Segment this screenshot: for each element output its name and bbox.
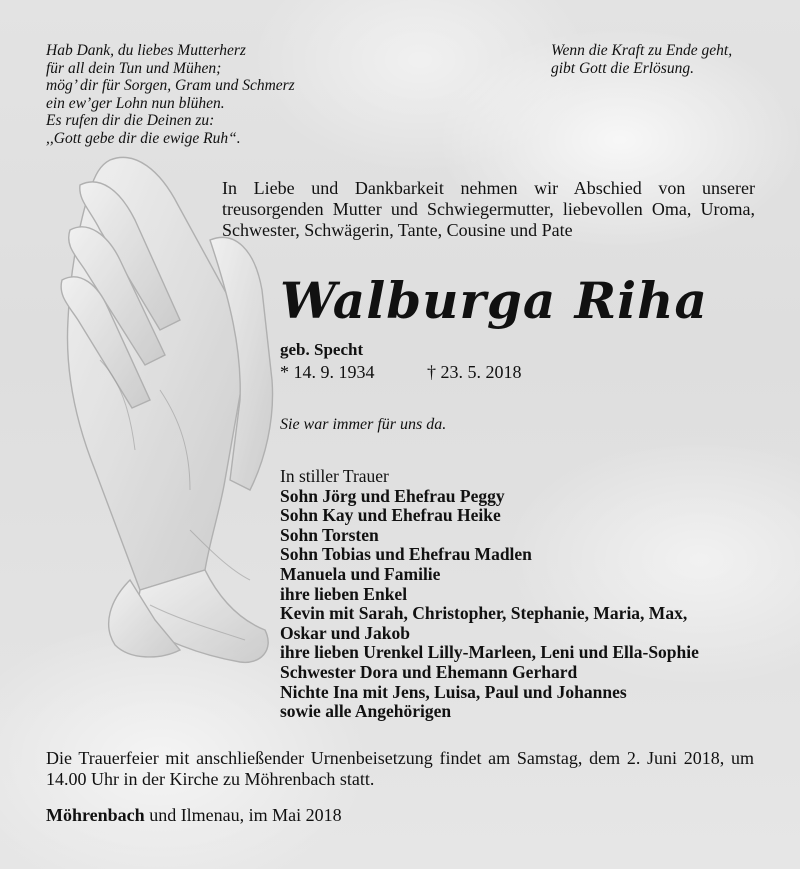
mourner-line: Nichte Ina mit Jens, Luisa, Paul und Johannes [280,681,627,702]
poem-line: mög’ dir für Sorgen, Gram und Schmerz [46,77,295,95]
birth-date: * 14. 9. 1934 [280,362,375,382]
mourner-line: Sohn Torsten [280,524,379,545]
birth-name: geb. Specht [280,340,364,359]
mourner-line: ihre lieben Enkel [280,583,408,604]
poem-line: ,,Gott gebe dir die ewige Ruh“. [46,129,241,147]
death-date: † 23. 5. 2018 [427,362,522,382]
mourner-line: sowie alle Angehörigen [280,701,452,722]
poem-line: Es rufen dir die Deinen zu: [46,112,215,130]
motto: Sie war immer für uns da. [280,416,447,433]
poem-line: gibt Gott die Erlösung. [551,59,694,77]
mourner-line: Sohn Jörg und Ehefrau Peggy [280,485,505,506]
place-bold: Möhrenbach [46,805,145,825]
poem-left [46,42,366,148]
mourner-line: Sohn Tobias und Ehefrau Madlen [280,544,532,565]
place-date-line [46,805,342,826]
mourners-list [280,467,699,722]
poem-line: für all dein Tun und Mühen; [46,59,222,77]
poem-line: Hab Dank, du liebes Mutterherz [46,42,246,59]
mourner-line: Manuela und Familie [280,563,441,584]
intro-paragraph: In Liebe und Dankbarkeit nehmen wir Abschied von unserer treusorgenden Mutter und Schwiegermutter, liebevollen Oma, Uroma, Schwester, Schwägerin, Tante, Cousine und Pate [222,178,755,240]
poem-right [551,42,781,77]
mourner-line: Kevin mit Sarah, Christopher, Stephanie, Maria, Max, [280,603,688,624]
mourner-line: ihre lieben Urenkel Lilly-Marleen, Leni und Ella-Sophie [280,642,699,663]
deceased-name: Walburga Riha [280,271,708,330]
poem-line: Wenn die Kraft zu Ende geht, [551,42,733,59]
ceremony-notice: Die Trauerfeier mit anschließender Urnenbeisetzung findet am Samstag, dem 2. Juni 2018, um 14.00 Uhr in der Kirche zu Möhrenbach statt. [46,748,754,789]
poem-line: ein ew’ger Lohn nun blühen. [46,94,225,112]
mourner-line: Sohn Kay und Ehefrau Heike [280,505,501,526]
mourner-line: Schwester Dora und Ehemann Gerhard [280,661,578,682]
mourning-heading: In stiller Trauer [280,466,389,486]
life-dates [280,362,522,383]
mourner-line: Oskar und Jakob [280,622,411,643]
place-rest: und Ilmenau, im Mai 2018 [144,805,342,825]
